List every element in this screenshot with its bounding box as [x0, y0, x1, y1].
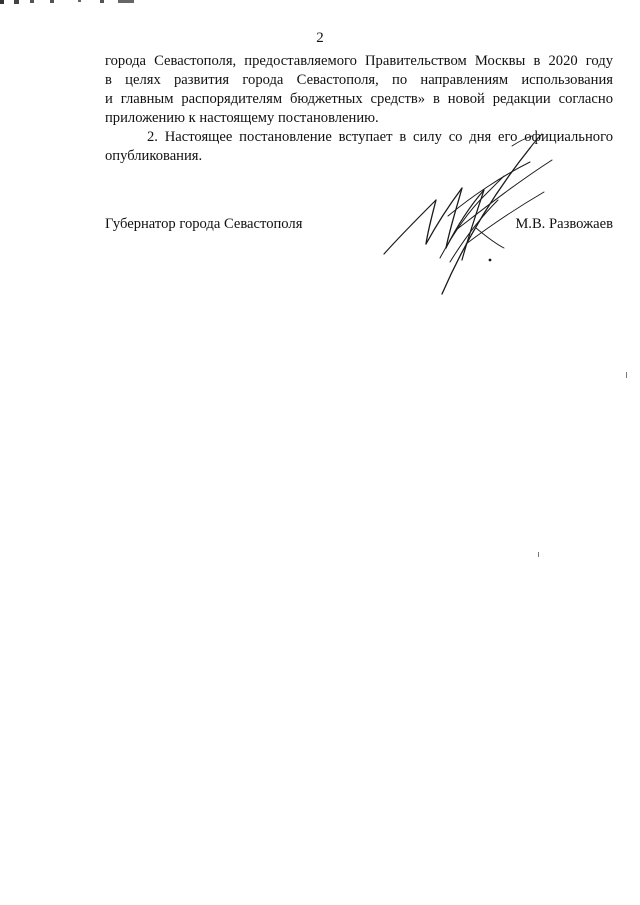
- paragraph-line: опубликования.: [105, 148, 203, 164]
- scan-edge-marks: [0, 0, 140, 6]
- scan-speck: [626, 372, 627, 378]
- paragraph-1: [105, 52, 613, 128]
- paragraph-line: в целях развития города Севастополя, по направлениям использования: [105, 72, 613, 88]
- page-number: 2: [316, 30, 324, 46]
- handwritten-signature: [380, 118, 560, 298]
- signer-name: М.В. Развожаев: [515, 216, 613, 232]
- paragraph-line: и главным распорядителям бюджетных средств» в новой редакции согласно: [105, 91, 613, 107]
- paragraph-line: приложению к настоящему постановлению.: [105, 110, 379, 126]
- paragraph-line: города Севастополя, предоставляемого Правительством Москвы в 2020 году: [105, 53, 613, 69]
- signer-position: Губернатор города Севастополя: [105, 216, 303, 232]
- scan-speck: [538, 552, 539, 557]
- paragraph-line: 2. Настоящее постановление вступает в силу со дня его официального: [147, 129, 613, 145]
